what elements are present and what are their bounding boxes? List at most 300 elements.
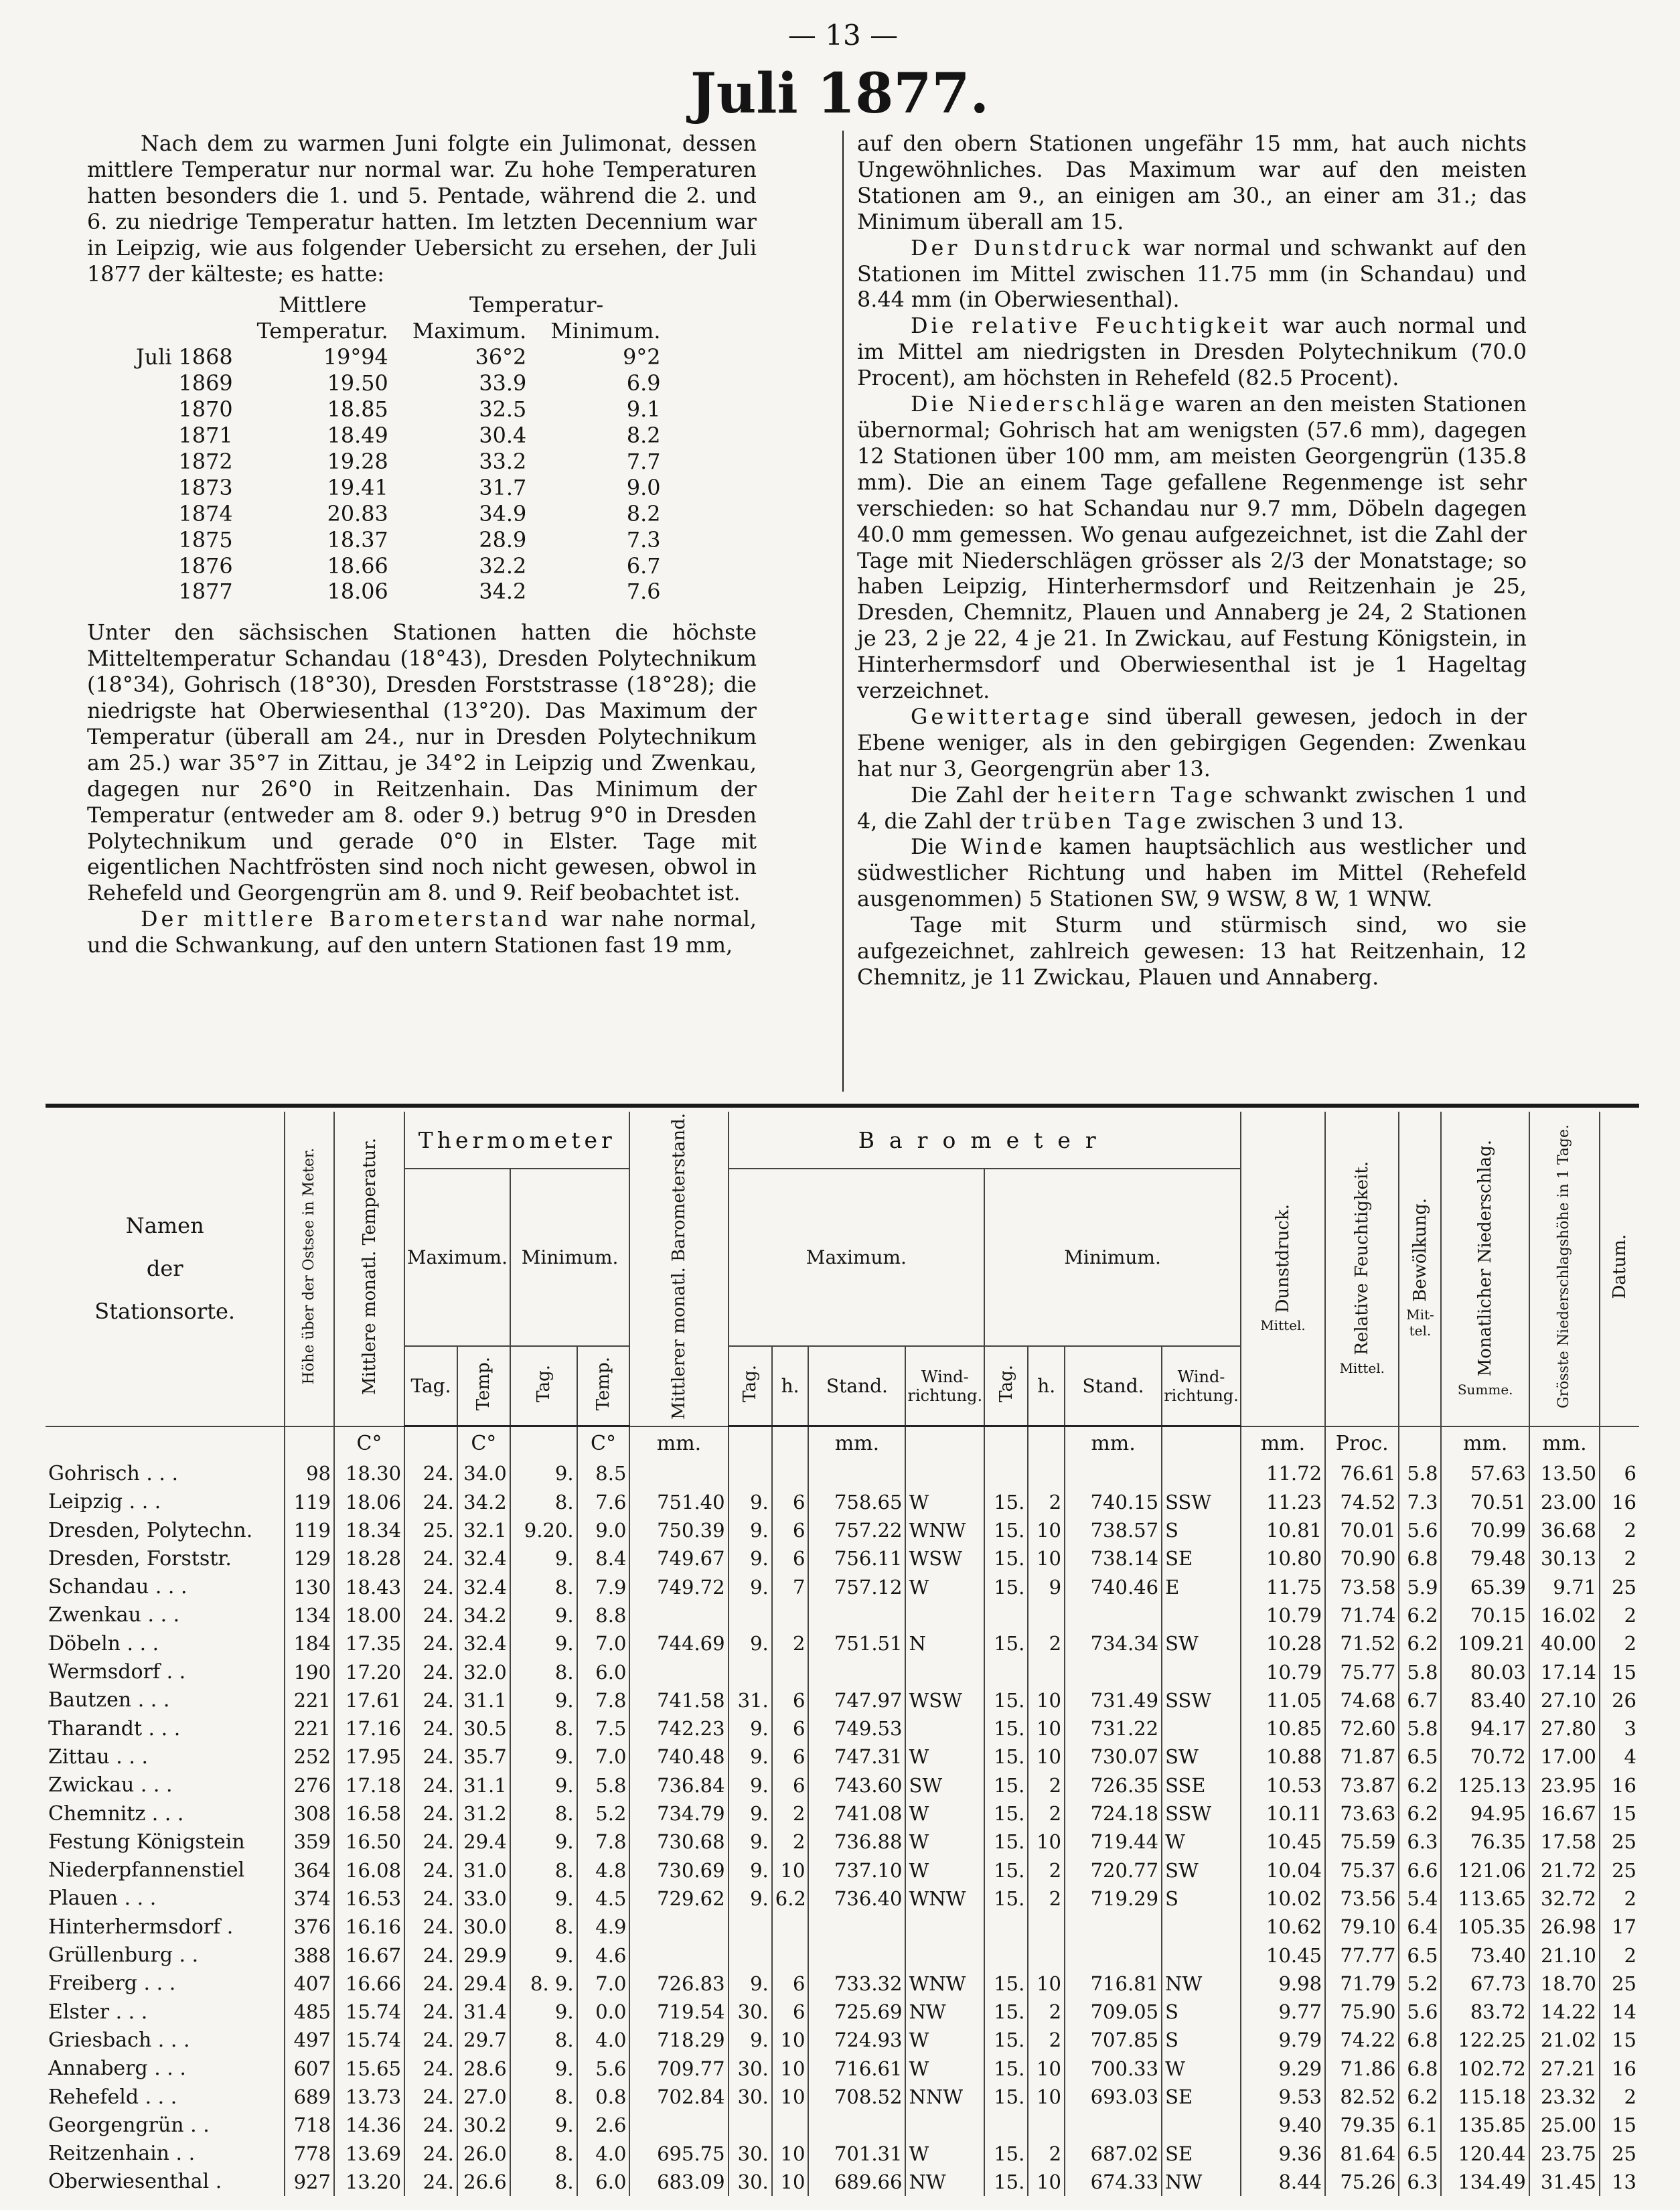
table-cell: 9. [510, 1998, 577, 2026]
table-cell: 737.10 [808, 1856, 905, 1885]
table-cell: 6.8 [1399, 1544, 1441, 1572]
table-cell: 364 [285, 1856, 334, 1885]
table-cell: 74.22 [1325, 2026, 1399, 2054]
table-cell: 24. [404, 1714, 457, 1743]
table-cell: 700.33 [1065, 2055, 1162, 2083]
table-cell [808, 1459, 905, 1487]
station-table-body [46, 1426, 1639, 2196]
table-cell: 29.7 [457, 2026, 510, 2054]
table-cell: 15.65 [334, 2055, 404, 2083]
mini-head-mean-temp: Temperatur. [256, 319, 388, 344]
mean-temp-header-text: Mittlere monatl. Temperatur. [359, 1138, 380, 1395]
table-cell: 30.13 [1529, 1544, 1600, 1572]
table-cell: 18.30 [334, 1459, 404, 1487]
table-row [46, 1743, 1639, 1771]
table-cell: 2 [1028, 2026, 1065, 2054]
table-cell: 16 [1600, 1488, 1639, 1516]
table-cell: W [905, 2139, 984, 2167]
table-cell: 9.53 [1241, 2083, 1325, 2111]
table-cell: 26.98 [1529, 1913, 1600, 1941]
station-name: Annaberg . . . [48, 2057, 186, 2081]
mini-head-row-1 [124, 293, 672, 319]
table-cell: 740.48 [629, 1743, 728, 1771]
table-cell: 10 [772, 2139, 809, 2167]
mini-table-cell: 8.2 [626, 423, 661, 448]
station-name: Leipzig . . . [48, 1490, 161, 1514]
table-cell: W [905, 2026, 984, 2054]
table-cell: 10 [1028, 2055, 1065, 2083]
table-cell: 130 [285, 1573, 334, 1601]
table-cell: 6 [772, 1488, 809, 1516]
table-cell: 30. [729, 2139, 772, 2167]
mini-table-cell: 18.49 [327, 423, 388, 448]
table-cell [1065, 1658, 1162, 1686]
station-name: Rehefeld . . . [48, 2085, 177, 2109]
table-cell [1065, 1913, 1162, 1941]
table-cell [629, 1658, 728, 1686]
table-cell [984, 1658, 1028, 1686]
table-cell: 75.26 [1325, 2168, 1399, 2196]
table-cell: 374 [285, 1885, 334, 1913]
table-cell: 730.07 [1065, 1743, 1162, 1771]
table-cell: 2.6 [577, 2111, 630, 2139]
table-cell: 736.84 [629, 1771, 728, 1799]
table-row [46, 1970, 1639, 1998]
table-cell: 6.6 [1399, 1856, 1441, 1885]
table-row [46, 2055, 1639, 2083]
station-name: Niederpfannenstiel [48, 1858, 245, 1883]
table-cell: 742.23 [629, 1714, 728, 1743]
table-cell: 17.00 [1529, 1743, 1600, 1771]
table-cell: 719.29 [1065, 1885, 1162, 1913]
station-name: Festung Königstein [48, 1830, 245, 1854]
table-cell: 708.52 [808, 2083, 905, 2111]
table-cell: 10 [1028, 1686, 1065, 1714]
table-top-rule [46, 1104, 1639, 1108]
table-cell: 701.31 [808, 2139, 905, 2167]
table-cell: 2 [1028, 1998, 1065, 2026]
table-cell: 2 [772, 1799, 809, 1828]
table-cell [772, 1459, 809, 1487]
table-cell: 119 [285, 1488, 334, 1516]
mean-temp-header [334, 1112, 404, 1426]
table-cell: 8. [510, 2083, 577, 2111]
table-cell: 683.09 [629, 2168, 728, 2196]
station-name: Bautzen . . . [48, 1688, 170, 1712]
table-cell: 83.72 [1441, 1998, 1529, 2026]
table-cell [984, 2111, 1028, 2139]
table-cell: 9. [729, 1544, 772, 1572]
table-cell: 24. [404, 1459, 457, 1487]
table-cell: 17.16 [334, 1714, 404, 1743]
table-cell: 8.8 [577, 1601, 630, 1629]
table-cell: 9. [729, 1629, 772, 1658]
table-cell [905, 1941, 984, 1969]
bmax-wind: Wind-richtung. [905, 1346, 984, 1426]
table-cell [729, 1601, 772, 1629]
table-cell [1028, 2111, 1065, 2139]
table-cell: 120.44 [1441, 2139, 1529, 2167]
table-cell: 6.2 [1399, 1629, 1441, 1658]
table-cell: 734.34 [1065, 1629, 1162, 1658]
table-cell [984, 1459, 1028, 1487]
table-cell: 13.73 [334, 2083, 404, 2111]
mini-head-max: Maximum. [412, 319, 527, 344]
mini-table-cell: 34.9 [479, 501, 527, 526]
table-cell: 73.56 [1325, 1885, 1399, 1913]
mini-table-row [124, 449, 672, 475]
table-cell: 15. [984, 2026, 1028, 2054]
table-cell: 10.45 [1241, 1941, 1325, 1969]
table-cell: 9. [729, 1771, 772, 1799]
table-cell: 9. [729, 1743, 772, 1771]
table-cell: 0.8 [577, 2083, 630, 2111]
table-cell: 9. [510, 2055, 577, 2083]
table-cell: 21.10 [1529, 1941, 1600, 1969]
mini-table-cell: 18.37 [327, 527, 388, 552]
table-cell: 724.93 [808, 2026, 905, 2054]
table-cell: 25 [1600, 1970, 1639, 1998]
table-cell: 8. [510, 2139, 577, 2167]
table-cell: 10 [1028, 1714, 1065, 1743]
table-cell: 741.58 [629, 1686, 728, 1714]
mini-table-row [124, 528, 672, 554]
table-cell: 65.39 [1441, 1573, 1529, 1601]
table-cell [1162, 1459, 1241, 1487]
table-cell [1162, 1601, 1241, 1629]
table-cell: 184 [285, 1629, 334, 1658]
mini-table-cell: 34.2 [479, 579, 527, 605]
table-cell: 23.95 [1529, 1771, 1600, 1799]
table-cell: 5.4 [1399, 1885, 1441, 1913]
table-cell: W [905, 1743, 984, 1771]
table-cell: 731.22 [1065, 1714, 1162, 1743]
table-cell: 10 [1028, 2168, 1065, 2196]
table-cell: 73.63 [1325, 1799, 1399, 1828]
table-cell: 8. [510, 2168, 577, 2196]
table-cell: 34.2 [457, 1488, 510, 1516]
table-cell: 70.15 [1441, 1601, 1529, 1629]
table-cell: 16.67 [1529, 1799, 1600, 1828]
unit-mm6: mm. [1529, 1426, 1600, 1460]
mini-table-cell: 7.6 [626, 579, 661, 605]
table-cell [1162, 1941, 1241, 1969]
table-cell [905, 1459, 984, 1487]
table-cell: WNW [905, 1885, 984, 1913]
table-cell: 31.1 [457, 1686, 510, 1714]
table-cell: 8. [510, 1714, 577, 1743]
header-name-1: Namen [125, 1213, 204, 1239]
table-cell: 26.6 [457, 2168, 510, 2196]
table-cell: 693.03 [1065, 2083, 1162, 2111]
table-cell: 3 [1600, 1714, 1639, 1743]
station-table-wrapper [46, 1112, 1639, 2196]
table-cell: 8. [510, 1658, 577, 1686]
table-cell: 10 [1028, 2083, 1065, 2111]
barometer-paragraph [87, 907, 757, 959]
table-cell: 5.2 [577, 1799, 630, 1828]
precip-sub: Summe. [1457, 1381, 1513, 1398]
table-cell: 24. [404, 1771, 457, 1799]
unit-c1: C° [334, 1426, 404, 1460]
mini-table-cell: 1870 [178, 397, 233, 423]
table-cell: WNW [905, 1516, 984, 1544]
station-name: Oberwiesenthal . [48, 2170, 222, 2194]
table-cell [808, 1913, 905, 1941]
table-row [46, 1544, 1639, 1572]
bmin-wind: Wind-richtung. [1162, 1346, 1241, 1426]
table-cell: 719.44 [1065, 1828, 1162, 1856]
table-cell: 32.1 [457, 1516, 510, 1544]
table-cell: 6.2 [1399, 1799, 1441, 1828]
table-cell: NW [905, 2168, 984, 2196]
table-cell: 9.40 [1241, 2111, 1325, 2139]
table-cell: 15 [1600, 2026, 1639, 2054]
table-cell: 27.80 [1529, 1714, 1600, 1743]
table-cell: 25 [1600, 1856, 1639, 1885]
table-cell: NW [905, 1998, 984, 2026]
table-cell: 747.31 [808, 1743, 905, 1771]
table-cell [1065, 1941, 1162, 1969]
table-cell: 70.72 [1441, 1743, 1529, 1771]
table-cell: 24. [404, 1686, 457, 1714]
table-cell: 30. [729, 2083, 772, 2111]
table-cell: 738.57 [1065, 1516, 1162, 1544]
table-cell [772, 1941, 809, 1969]
table-cell: 740.15 [1065, 1488, 1162, 1516]
table-cell: 730.68 [629, 1828, 728, 1856]
table-cell: 135.85 [1441, 2111, 1529, 2139]
barometer-lead: Der mittlere Barometerstand [141, 907, 552, 932]
table-cell: 9. [729, 1714, 772, 1743]
table-cell: 36.68 [1529, 1516, 1600, 1544]
table-cell: 72.60 [1325, 1714, 1399, 1743]
th-min-day-text: Tag. [533, 1365, 554, 1402]
mini-table-cell: 31.7 [479, 475, 527, 500]
table-cell: 750.39 [629, 1516, 728, 1544]
table-row [46, 1658, 1639, 1686]
table-cell: 749.53 [808, 1714, 905, 1743]
table-cell: 9. [510, 1771, 577, 1799]
table-row [46, 1856, 1639, 1885]
table-cell: 15. [984, 2139, 1028, 2167]
table-cell: SSW [1162, 1488, 1241, 1516]
table-cell: 10 [772, 1856, 809, 1885]
table-cell [629, 1941, 728, 1969]
table-cell: 9.79 [1241, 2026, 1325, 2054]
table-cell: 32.4 [457, 1573, 510, 1601]
sky-a: Die Zahl der [911, 782, 1049, 808]
table-cell: 15. [984, 2055, 1028, 2083]
table-cell: W [905, 1856, 984, 1885]
table-cell: 5.6 [1399, 1998, 1441, 2026]
table-cell: SE [1162, 2083, 1241, 2111]
table-cell: 10.45 [1241, 1828, 1325, 1856]
mini-table-cell: 18.06 [327, 579, 388, 605]
table-cell: 26.0 [457, 2139, 510, 2167]
table-cell: 4 [1600, 1743, 1639, 1771]
table-cell: SW [1162, 1629, 1241, 1658]
bmin-hour: h. [1028, 1346, 1065, 1426]
table-cell: 10 [1028, 1970, 1065, 1998]
station-name: Zwenkau . . . [48, 1603, 180, 1627]
table-cell: 7.9 [577, 1573, 630, 1601]
table-cell: 83.40 [1441, 1686, 1529, 1714]
table-cell: 6.2 [1399, 1771, 1441, 1799]
table-cell: 25. [404, 1516, 457, 1544]
table-cell: 15. [984, 1629, 1028, 1658]
station-name: Hinterhermsdorf . [48, 1915, 234, 1939]
table-cell: NW [1162, 1970, 1241, 1998]
table-cell: 2 [1600, 1601, 1639, 1629]
barometer-cont-paragraph: auf den obern Stationen ungefähr 15 mm, hat auch nichts Ungewöhnliches. Das Maximum war auf den meisten Stationen am 9., an einigen am 30., an einer am 31.; das Minimum überall am 15. [857, 131, 1527, 234]
table-cell: 57.63 [1441, 1459, 1529, 1487]
table-cell: 16.02 [1529, 1601, 1600, 1629]
table-row [46, 1573, 1639, 1601]
table-cell: 80.03 [1441, 1658, 1529, 1686]
table-cell: 9. [729, 1799, 772, 1828]
precip-paragraph [857, 392, 1527, 705]
table-cell: 29.9 [457, 1941, 510, 1969]
th-min-day [510, 1346, 577, 1426]
table-cell: 134.49 [1441, 2168, 1529, 2196]
table-cell: 9.71 [1529, 1573, 1600, 1601]
table-cell: 70.99 [1441, 1516, 1529, 1544]
table-cell: 8.5 [577, 1459, 630, 1487]
mini-head-row-2 [124, 319, 672, 345]
table-cell: 27.0 [457, 2083, 510, 2111]
mini-table-cell: 20.83 [327, 501, 388, 526]
table-cell: 15. [984, 1885, 1028, 1913]
table-cell: 82.52 [1325, 2083, 1399, 2111]
thermo-min-header: Minimum. [510, 1169, 630, 1346]
table-cell: 5.8 [1399, 1658, 1441, 1686]
table-cell [1162, 1714, 1241, 1743]
humidity-lead: Die relative Feuchtigkeit [911, 313, 1272, 339]
table-cell: 2 [1028, 1771, 1065, 1799]
table-cell: 8. 9. [510, 1970, 577, 1998]
table-cell: 6 [772, 1998, 809, 2026]
table-cell [772, 2111, 809, 2139]
table-cell: 81.64 [1325, 2139, 1399, 2167]
table-cell [772, 1913, 809, 1941]
table-row [46, 1459, 1639, 1487]
table-cell: 16.66 [334, 1970, 404, 1998]
station-name: Grüllenburg . . [48, 1943, 199, 1968]
table-cell: 709.77 [629, 2055, 728, 2083]
table-cell: 11.23 [1241, 1488, 1325, 1516]
table-cell: 15. [984, 1799, 1028, 1828]
table-cell: 31.2 [457, 1799, 510, 1828]
table-cell: 6 [772, 1970, 809, 1998]
temperature-paragraph: Unter den sächsischen Stationen hatten die höchste Mitteltemperatur Schandau (18°43), Dresden Polytechnikum (18°34), Gohrisch (18°30), Dresden Forststrasse (18°28); die niedrigste hat Oberwiesenthal (13°20). Das Maximum der Temperatur (überall am 24., nur in Dresden Polytechnikum am 25.) war 35°7 in Zittau, je 34°2 in Leipzig und Zwenkau, dagegen nur 26°0 in Reitzenhain. Das Minimum der Temperatur (entweder am 8. oder 9.) betrug 9°0 in Dresden Polytechnikum und gerade 0°0 in Elster. Tage mit eigentlichen Nachtfrösten sind noch nicht gewesen, obwol in Rehefeld und Georgengrün am 8. und 9. Reif beobachtet ist. [87, 620, 757, 906]
table-cell: 17.20 [334, 1658, 404, 1686]
table-row [46, 1913, 1639, 1941]
table-cell: 4.8 [577, 1856, 630, 1885]
th-min-temp [577, 1346, 630, 1426]
table-cell: 31. [729, 1686, 772, 1714]
table-cell: 376 [285, 1913, 334, 1941]
table-cell: 758.65 [808, 1488, 905, 1516]
table-cell: 76.61 [1325, 1459, 1399, 1487]
table-cell: 9.0 [577, 1516, 630, 1544]
table-cell [729, 1913, 772, 1941]
table-cell: 15. [984, 1856, 1028, 1885]
table-cell: 24. [404, 2083, 457, 2111]
table-cell: 24. [404, 1885, 457, 1913]
table-cell: 29.4 [457, 1828, 510, 1856]
table-cell: 24. [404, 1856, 457, 1885]
mean-baro-header-text: Mittlerer monatl. Barometerstand. [669, 1113, 689, 1420]
table-cell: 17.18 [334, 1771, 404, 1799]
table-cell: W [905, 1488, 984, 1516]
mini-head-mean: Mittlere [279, 293, 367, 318]
table-cell: 8. [510, 1913, 577, 1941]
table-cell: 9. [510, 1686, 577, 1714]
table-cell: 5.8 [1399, 1714, 1441, 1743]
table-cell: 16 [1600, 1771, 1639, 1799]
table-cell: 35.7 [457, 1743, 510, 1771]
table-cell: 17.61 [334, 1686, 404, 1714]
table-cell [1162, 1658, 1241, 1686]
table-cell: 2 [1028, 1856, 1065, 1885]
station-name: Dresden, Forststr. [48, 1546, 232, 1570]
table-cell: 94.95 [1441, 1799, 1529, 1828]
table-cell: 4.6 [577, 1941, 630, 1969]
table-cell: SW [1162, 1856, 1241, 1885]
table-row [46, 1799, 1639, 1828]
table-row [46, 1714, 1639, 1743]
station-name: Elster . . . [48, 2000, 148, 2024]
table-cell: 724.18 [1065, 1799, 1162, 1828]
thunder-paragraph [857, 705, 1527, 783]
table-cell: 9 [1028, 1573, 1065, 1601]
mini-table-cell: 7.7 [626, 449, 661, 474]
intro-paragraph: Nach dem zu warmen Juni folgte ein Julimonat, dessen mittlere Temperatur nur normal war. Zu hohe Temperaturen hatten besonders die 1. und 5. Pentade, während die 2. und 6. zu niedrige Temperatur hatten. Im letzten Decennium war in Leipzig, wie aus folgender Uebersicht zu ersehen, der Juli 1877 der kälteste; es hatte: [87, 131, 757, 287]
table-row [46, 2026, 1639, 2054]
table-cell: 718.29 [629, 2026, 728, 2054]
table-cell: 221 [285, 1714, 334, 1743]
mini-table-cell: 1877 [178, 579, 233, 605]
bmax-day-text: Tag. [740, 1365, 761, 1402]
table-cell: 24. [404, 1544, 457, 1572]
table-cell: 308 [285, 1799, 334, 1828]
table-cell: 25 [1600, 1828, 1639, 1856]
mini-table-cell: 1871 [178, 423, 233, 448]
table-cell: 10 [1028, 1743, 1065, 1771]
table-cell: 6.1 [1399, 2111, 1441, 2139]
station-name: Chemnitz . . . [48, 1801, 184, 1826]
table-cell: 98 [285, 1459, 334, 1487]
table-cell: 18.43 [334, 1573, 404, 1601]
mini-table-body [124, 345, 672, 605]
table-cell: 16.50 [334, 1828, 404, 1856]
table-cell: 10.79 [1241, 1658, 1325, 1686]
table-cell: 14.22 [1529, 1998, 1600, 2026]
cloud-sub: Mit-tel. [1406, 1307, 1434, 1339]
table-cell: 10 [1028, 1516, 1065, 1544]
mini-table-row [124, 502, 672, 528]
table-cell: 10.85 [1241, 1714, 1325, 1743]
bmin-day [984, 1346, 1028, 1426]
table-cell: 6 [772, 1743, 809, 1771]
station-name: Wermsdorf . . [48, 1660, 186, 1684]
table-cell: 716.61 [808, 2055, 905, 2083]
bmin-day-text: Tag. [996, 1365, 1016, 1402]
table-cell [629, 1601, 728, 1629]
table-cell: 2 [772, 1629, 809, 1658]
th-max-day: Tag. [404, 1346, 457, 1426]
